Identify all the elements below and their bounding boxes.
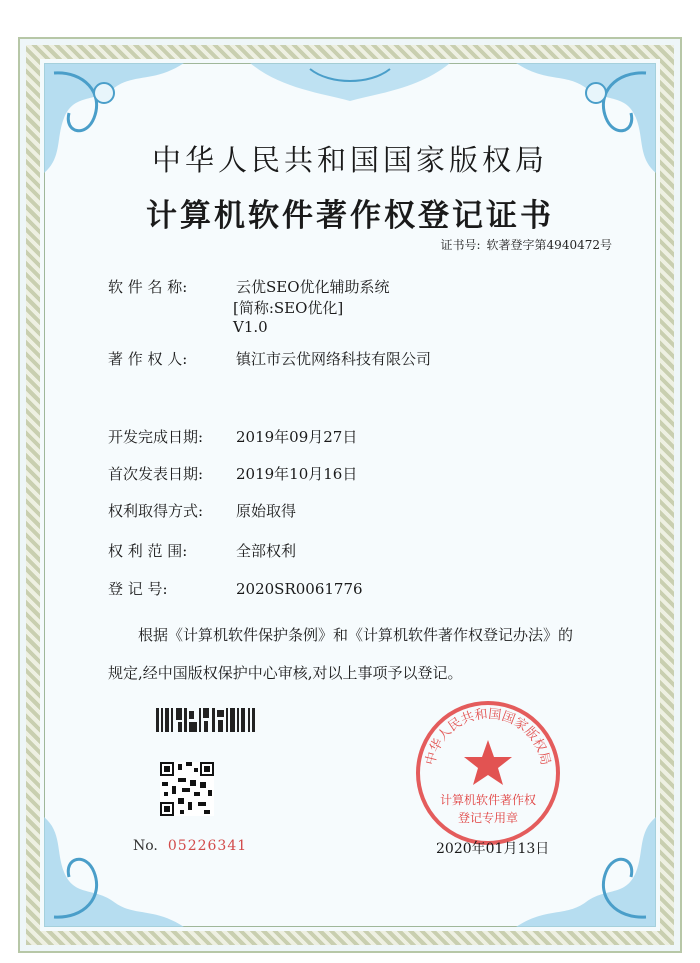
method-label: 权利取得方式: — [108, 502, 204, 520]
pub-date-label: 首次发表日期: — [108, 465, 204, 483]
issue-date: 2020年01月13日 — [436, 841, 550, 857]
software-version: V1.0 — [233, 318, 268, 336]
cert-no-value: 软著登字第4940472号 — [486, 238, 612, 252]
dev-date-label: 开发完成日期: — [108, 428, 204, 446]
dev-date-row — [108, 426, 357, 447]
cert-no-label: 证书号: — [440, 238, 481, 252]
owner-label: 著 作 权 人: — [108, 350, 188, 368]
dev-date-value: 2019年09月27日 — [236, 428, 358, 446]
owner-value: 镇江市云优网络科技有限公司 — [236, 350, 432, 368]
reg-no-value: 2020SR0061776 — [236, 580, 363, 598]
method-value: 原始取得 — [236, 502, 297, 520]
serial-label: No. — [133, 838, 158, 854]
software-short-name: [简称:SEO优化] — [233, 299, 344, 317]
method-row — [108, 500, 296, 521]
certificate-number — [435, 236, 613, 253]
seal-inner-line-1: 计算机软件著作权 — [439, 793, 537, 807]
bottom-left-ornament — [44, 817, 184, 927]
issuer-title: 中华人民共和国国家版权局 — [151, 143, 548, 177]
scope-row — [108, 540, 296, 561]
reg-no-row — [108, 578, 363, 599]
scope-value: 全部权利 — [236, 542, 297, 560]
seal-outer-text: 中华人民共和国国家版权局 — [423, 706, 553, 767]
qr-code — [160, 762, 214, 816]
pub-date-value: 2019年10月16日 — [236, 465, 358, 483]
statement-line-2: 规定,经中国版权保护中心审核,对以上事项予以登记。 — [108, 664, 463, 682]
software-name-row — [108, 276, 390, 297]
top-center-ornament — [250, 63, 450, 103]
seal-inner-line-2: 登记专用章 — [457, 811, 519, 825]
official-seal — [413, 698, 563, 848]
serial-value: 05226341 — [167, 838, 248, 854]
serial-number — [133, 838, 247, 854]
statement-line-1: 根据《计算机软件保护条例》和《计算机软件著作权登记办法》的 — [138, 626, 574, 644]
barcode — [156, 708, 256, 732]
reg-no-label: 登 记 号: — [108, 580, 168, 598]
scope-label: 权 利 范 围: — [108, 542, 188, 560]
owner-row — [108, 348, 431, 369]
software-name-label: 软 件 名 称: — [108, 278, 188, 296]
pub-date-row — [108, 463, 357, 484]
software-name-value: 云优SEO优化辅助系统 — [236, 278, 390, 296]
certificate-title: 计算机软件著作权登记证书 — [146, 198, 554, 234]
